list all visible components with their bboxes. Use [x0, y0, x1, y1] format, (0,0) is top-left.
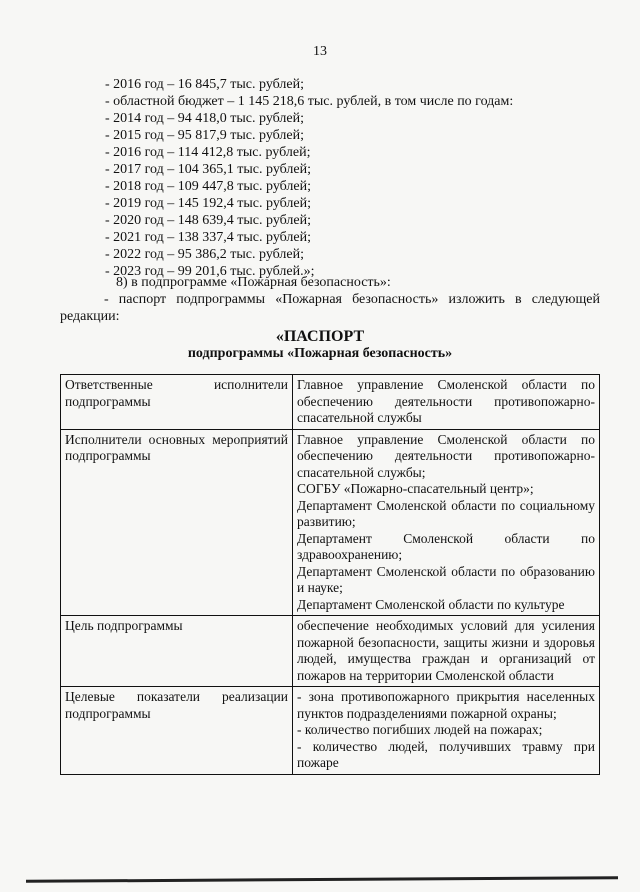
- funding-line: - 2014 год – 94 418,0 тыс. рублей;: [105, 111, 305, 126]
- row-value-line: - количество людей, получивших травму при пожаре: [297, 738, 595, 770]
- funding-line: - 2019 год – 145 192,4 тыс. рублей;: [105, 196, 312, 211]
- row-value: [293, 429, 600, 616]
- funding-line: - 2023 год – 99 201,6 тыс. рублей.»;: [105, 264, 315, 279]
- row-value-line: Департамент Смоленской области по образованию и науке;: [297, 563, 595, 595]
- row-value: [293, 375, 600, 430]
- row-value-line: - количество погибших людей на пожарах;: [297, 722, 543, 737]
- row-value-line: Департамент Смоленской области по социальному развитию;: [297, 497, 595, 529]
- row-label: Целевые показатели реализации подпрограммы: [61, 687, 293, 775]
- table-row: [61, 687, 600, 775]
- row-label: Ответственные исполнители подпрограммы: [61, 375, 293, 430]
- row-value-line: Главное управление Смоленской области по обеспечению деятельности противопожарно-спасательной службы: [297, 377, 595, 425]
- funding-line: - 2016 год – 114 412,8 тыс. рублей;: [105, 145, 311, 160]
- funding-line: - 2018 год – 109 447,8 тыс. рублей;: [105, 179, 312, 194]
- funding-line: - 2021 год – 138 337,4 тыс. рублей;: [105, 230, 312, 245]
- row-value-line: Главное управление Смоленской области по обеспечению деятельности противопожарно-спасательной службы;: [297, 431, 595, 480]
- table-row: [61, 616, 600, 687]
- row-value-line: Департамент Смоленской области по здравоохранению;: [297, 530, 595, 562]
- funding-line: - 2017 год – 104 365,1 тыс. рублей;: [105, 162, 312, 177]
- row-value-line: Департамент Смоленской области по культуре: [297, 596, 565, 612]
- row-value-line: - зона противопожарного прикрытия населенных пунктов подразделениями пожарной охраны;: [297, 689, 595, 721]
- funding-list: [105, 76, 585, 280]
- funding-line: - 2020 год – 148 639,4 тыс. рублей;: [105, 213, 312, 228]
- row-value-line: обеспечение необходимых условий для усиления пожарной безопасности, защиты жизни и здоровья людей, имущества граждан и организаций от пожаров на территории Смоленской области: [297, 618, 595, 683]
- row-value-line: СОГБУ «Пожарно-спасательный центр»;: [297, 481, 534, 496]
- row-label: Исполнители основных мероприятий подпрограммы: [61, 429, 293, 616]
- row-value: [293, 616, 600, 687]
- subprogram-item: 8) в подпрограмме «Пожарная безопасность»:: [116, 275, 391, 290]
- row-value: [293, 687, 600, 775]
- funding-line: - областной бюджет – 1 145 218,6 тыс. рублей, в том числе по годам:: [105, 94, 514, 109]
- passport-title: «ПАСПОРТ: [275, 328, 365, 345]
- table-row: [61, 429, 600, 616]
- passport-table: [60, 374, 600, 775]
- table-row: [61, 375, 600, 430]
- funding-line: - 2022 год – 95 386,2 тыс. рублей;: [105, 247, 305, 262]
- bottom-rule: [26, 876, 618, 883]
- passport-subtitle: подпрограммы «Пожарная безопасность»: [187, 346, 453, 361]
- row-label: Цель подпрограммы: [61, 616, 293, 687]
- page-number: 13: [313, 44, 327, 59]
- funding-line: - 2015 год – 95 817,9 тыс. рублей;: [105, 128, 305, 143]
- instruction-paragraph: - паспорт подпрограммы «Пожарная безопасность» изложить в следующей редакции:: [60, 292, 600, 324]
- funding-line: - 2016 год – 16 845,7 тыс. рублей;: [105, 77, 305, 92]
